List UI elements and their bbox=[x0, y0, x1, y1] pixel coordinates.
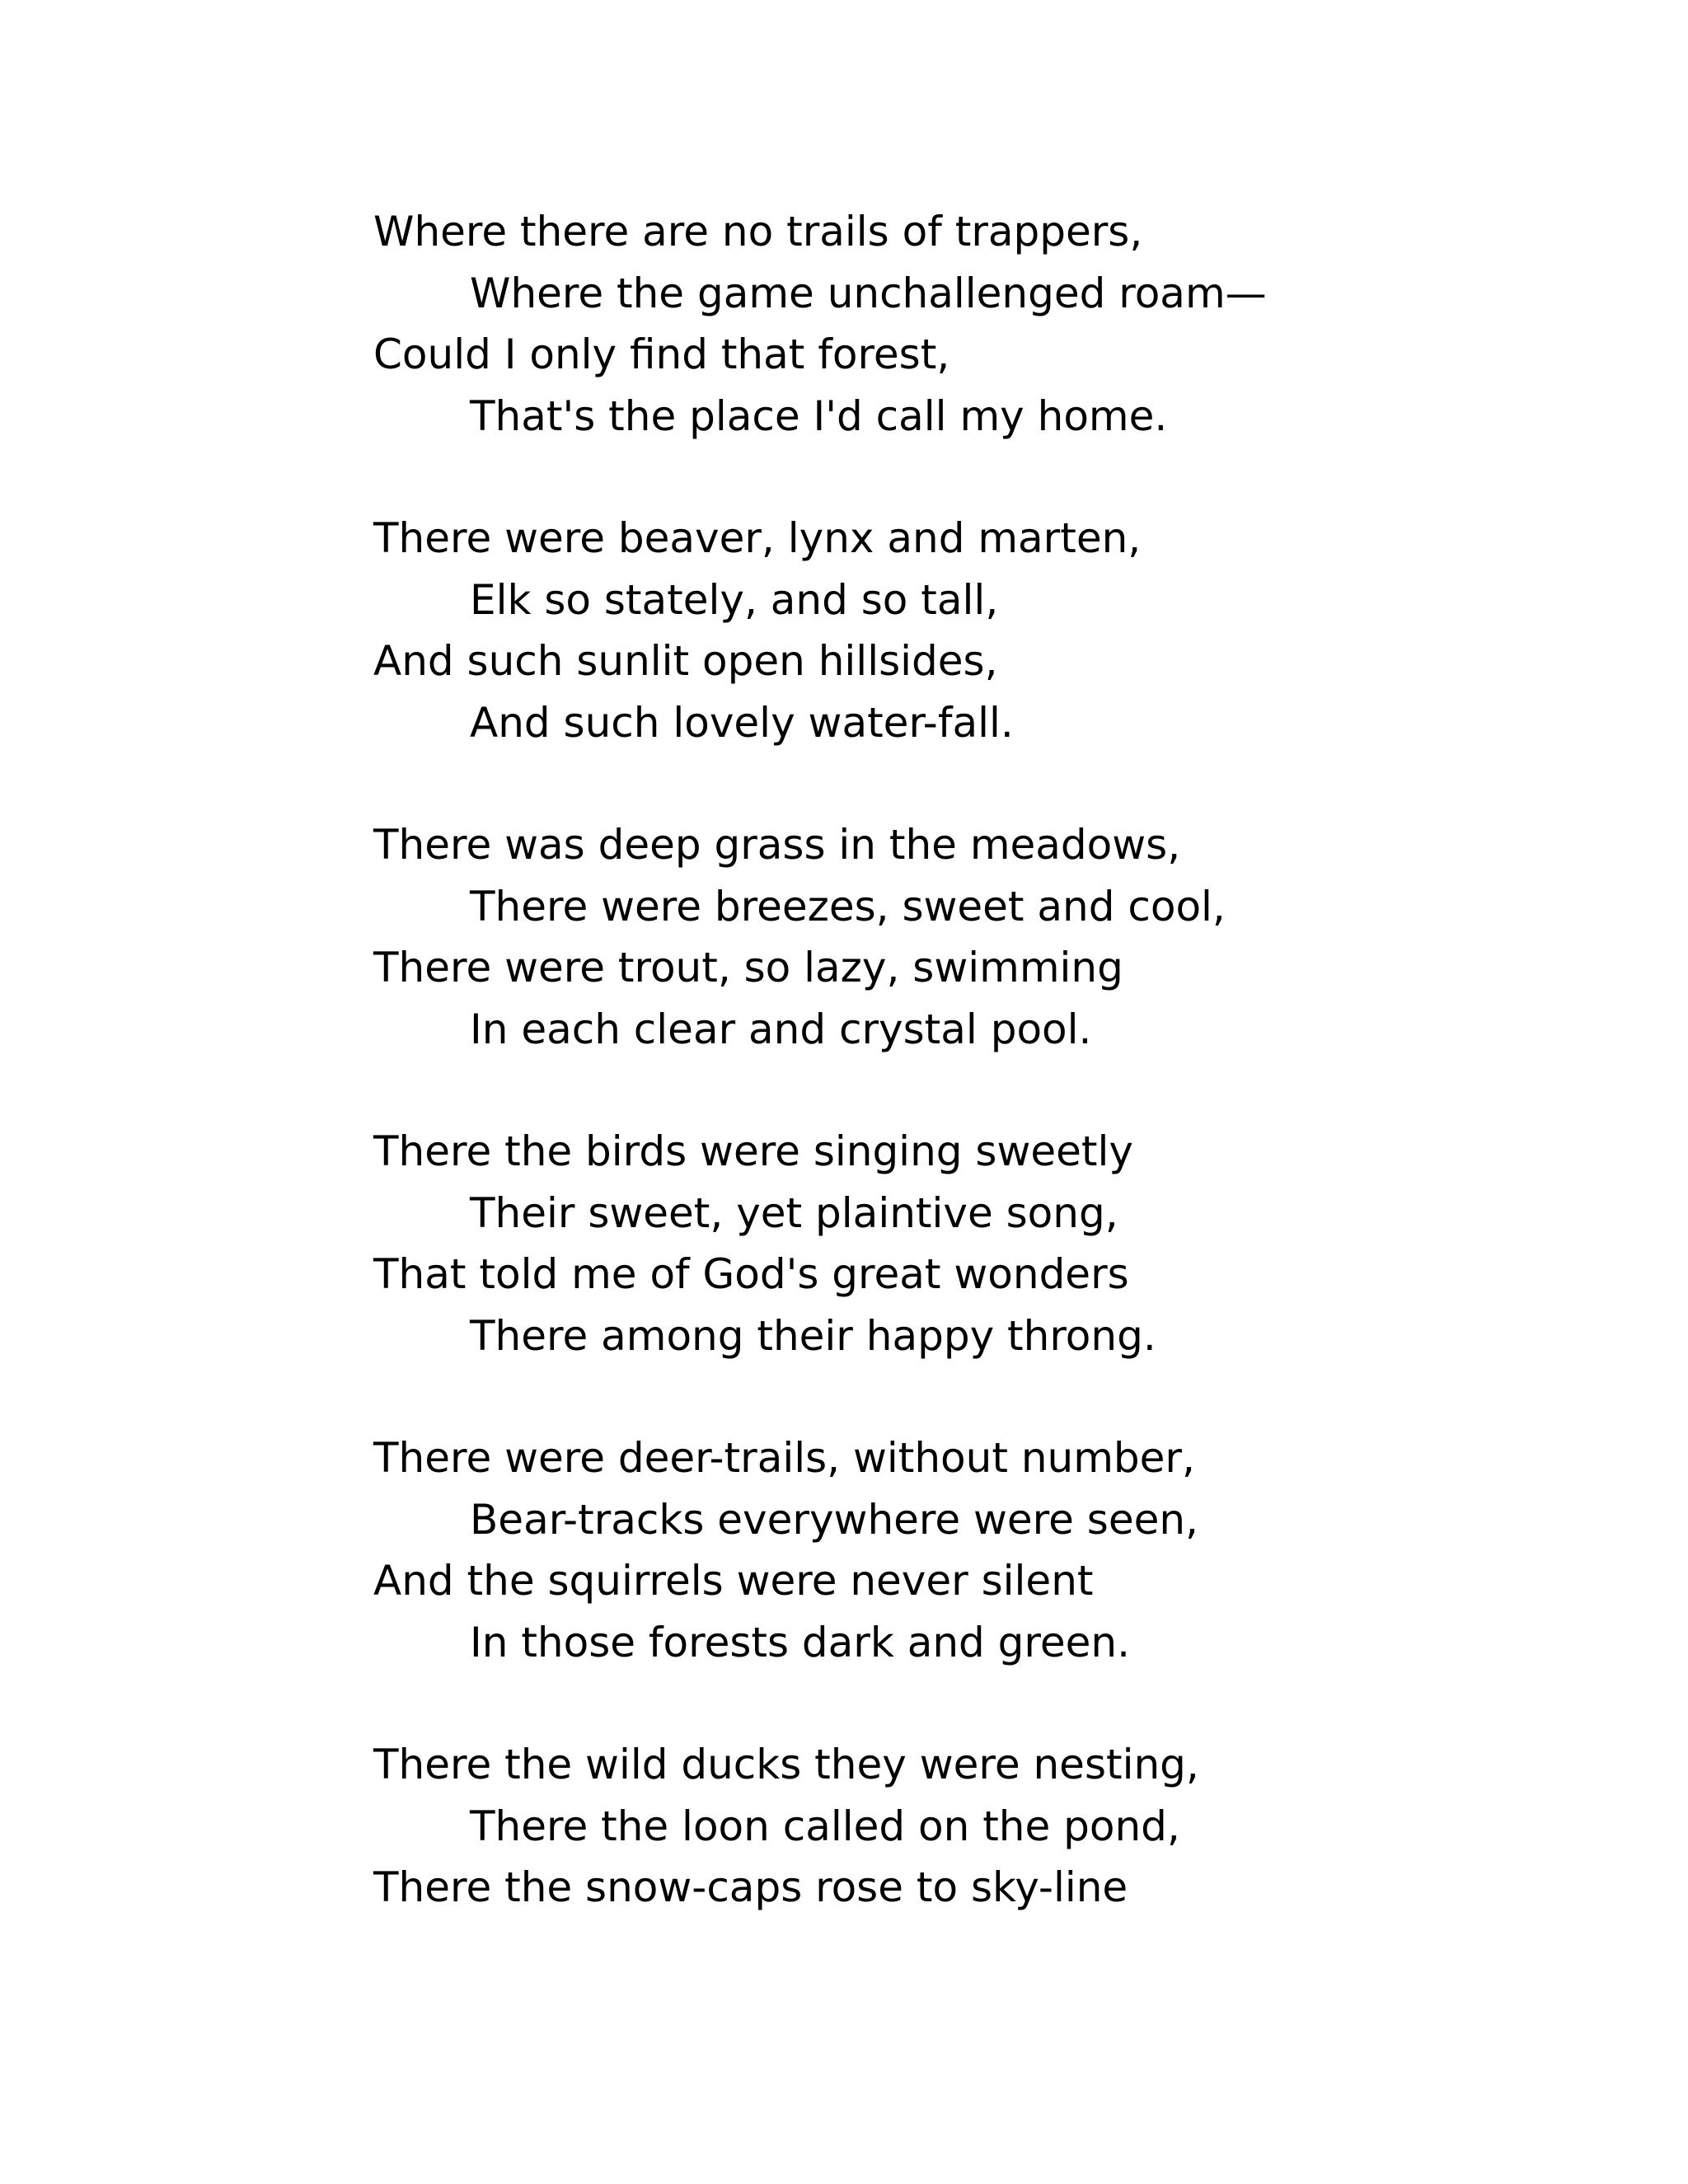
poem-line: That's the place I'd call my home. bbox=[470, 391, 1168, 440]
poem-line: There were beaver, lynx and marten, bbox=[373, 514, 1142, 562]
poem-line: And such lovely water-fall. bbox=[470, 698, 1014, 747]
poem-line: There were trout, so lazy, swimming bbox=[373, 944, 1123, 991]
poem-line: There were breezes, sweet and cool, bbox=[470, 882, 1226, 930]
poem-line: Elk so stately, and so tall, bbox=[470, 575, 999, 624]
poem-line: In each clear and crystal pool. bbox=[470, 1005, 1092, 1053]
poem-line: That told me of God's great wonders bbox=[373, 1250, 1129, 1298]
poem-line: In those forests dark and green. bbox=[470, 1618, 1130, 1666]
poem-line: There was deep grass in the meadows, bbox=[373, 821, 1181, 869]
stanza-2 bbox=[373, 508, 1527, 753]
stanza-5 bbox=[373, 1427, 1527, 1673]
stanza-3 bbox=[373, 814, 1527, 1060]
poem-line: There the birds were singing sweetly bbox=[373, 1127, 1133, 1175]
poem-line: There the snow-caps rose to sky-line bbox=[373, 1863, 1128, 1911]
poem-line: There the loon called on the pond, bbox=[470, 1802, 1180, 1850]
poem-line: Where the game unchallenged roam— bbox=[470, 269, 1267, 317]
poem-line: There among their happy throng. bbox=[470, 1311, 1156, 1360]
stanza-1 bbox=[373, 201, 1527, 447]
poem-line: Where there are no trails of trappers, bbox=[373, 208, 1143, 255]
poem-line: There the wild ducks they were nesting, bbox=[373, 1741, 1199, 1788]
poem-line: And the squirrels were never silent bbox=[373, 1557, 1094, 1605]
poem-body bbox=[373, 201, 1527, 1980]
poem-line: There were deer-trails, without number, bbox=[373, 1434, 1195, 1482]
stanza-4 bbox=[373, 1121, 1527, 1366]
poem-line: Bear-tracks everywhere were seen, bbox=[470, 1495, 1198, 1544]
poem-line: Their sweet, yet plaintive song, bbox=[470, 1188, 1118, 1237]
poem-line: And such sunlit open hillsides, bbox=[373, 637, 998, 685]
poem-line: Could I only find that forest, bbox=[373, 330, 950, 378]
stanza-6 bbox=[373, 1734, 1527, 1919]
